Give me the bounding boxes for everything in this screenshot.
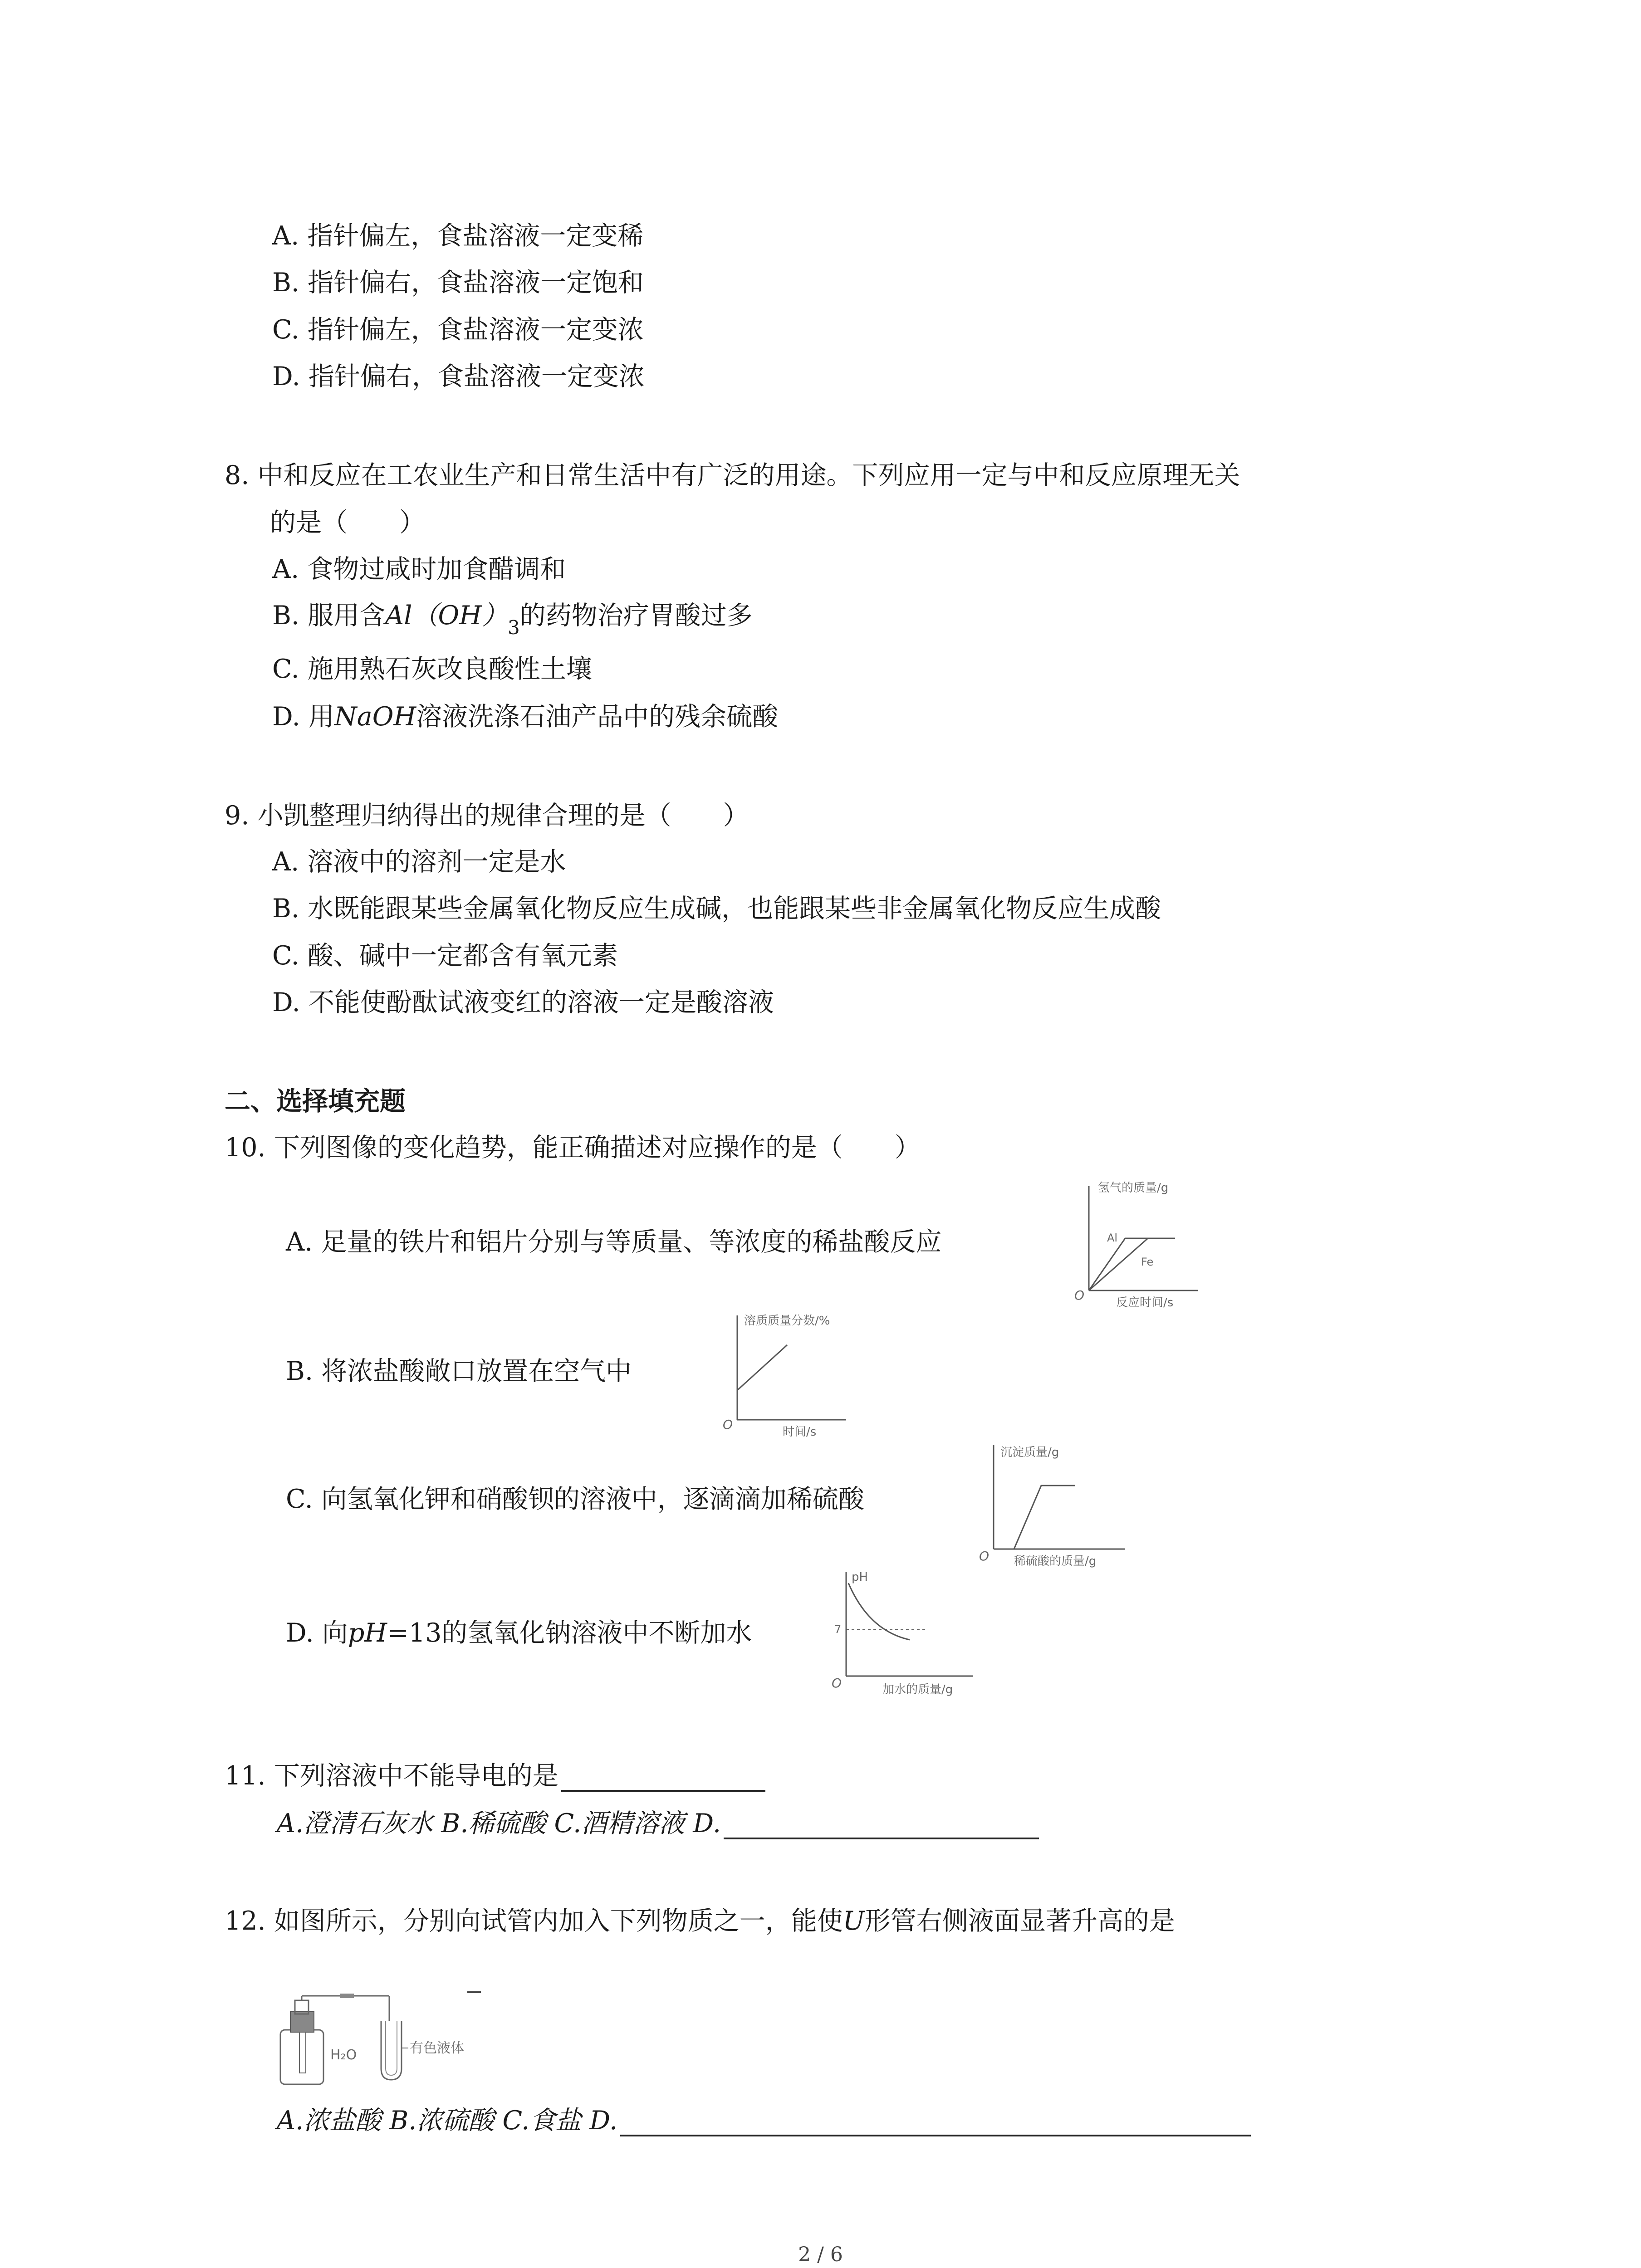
graph-a-ylabel: 氢气的质量/g (1098, 1181, 1169, 1195)
section-heading: 二、选择填充题 (225, 1086, 406, 1116)
graph-b (719, 1306, 855, 1442)
graph-d-xlabel: 加水的质量/g (882, 1683, 953, 1696)
q10-option-c: C. 向氢氧化钾和硝酸钡的溶液中，逐滴滴加稀硫酸 (286, 1484, 864, 1514)
q8-option-b-suffix: 的药物治疗胃酸过多 (519, 601, 753, 631)
graph-d (828, 1563, 991, 1699)
q8-option-b (272, 600, 753, 639)
graph-c-ylabel: 沉淀质量/g (1000, 1446, 1059, 1459)
q12-options (277, 2105, 1251, 2136)
graph-d-ylabel: pH (852, 1570, 868, 1584)
q10-option-d-prefix: D. 向 (286, 1618, 348, 1648)
graph-b-origin: O (723, 1417, 733, 1432)
aluminum-hydroxide-formula: Al（OH） (385, 601, 508, 631)
q9-option-a: A. 溶液中的溶剂一定是水 (272, 847, 566, 877)
u-tube-apparatus (272, 1987, 481, 2091)
q11-stem-text: 11. 下列溶液中不能导电的是 (225, 1761, 558, 1791)
q12-option-d-blank[interactable] (620, 2107, 1251, 2136)
q11-options-text: A.澄清石灰水 B.稀硫酸 C.酒精溶液 D. (277, 1809, 721, 1838)
q7-option-c: C. 指针偏左，食盐溶液一定变浓 (272, 315, 644, 345)
q8-option-a: A. 食物过咸时加食醋调和 (272, 554, 566, 584)
water-label: H₂O (330, 2047, 357, 2063)
u-tube-symbol: U (843, 1906, 865, 1936)
graph-c-xlabel: 稀硫酸的质量/g (1014, 1554, 1097, 1568)
q12-options-text: A.浓盐酸 B.浓硫酸 C.食盐 D. (277, 2106, 618, 2136)
q8-option-d-suffix: 溶液洗涤石油产品中的残余硫酸 (416, 702, 779, 732)
graph-a (1071, 1177, 1207, 1313)
q10-option-b: B. 将浓盐酸敞口放置在空气中 (286, 1356, 632, 1386)
page-number: 2 / 6 (798, 2243, 843, 2266)
q10-option-d-suffix: =13的氢氧化钠溶液中不断加水 (387, 1618, 752, 1648)
q8-stem-line1: 8. 中和反应在工农业生产和日常生活中有广泛的用途。下列应用一定与中和反应原理无关 (225, 460, 1240, 490)
graph-a-al-label: Al (1107, 1232, 1118, 1244)
graph-d-origin: O (832, 1676, 842, 1691)
q7-option-a: A. 指针偏左，食盐溶液一定变稀 (272, 221, 644, 251)
q11-stem (225, 1760, 765, 1792)
q11-option-d-blank[interactable] (724, 1809, 1039, 1839)
graph-a-xlabel: 反应时间/s (1116, 1296, 1174, 1310)
graph-c (975, 1436, 1157, 1572)
q8-option-c: C. 施用熟石灰改良酸性土壤 (272, 654, 592, 684)
q8-option-d (272, 701, 778, 733)
q9-stem: 9. 小凯整理归纳得出的规律合理的是（ ） (225, 801, 749, 831)
graph-b-xlabel: 时间/s (783, 1425, 817, 1439)
q7-option-b: B. 指针偏右，食盐溶液一定饱和 (272, 268, 644, 298)
q9-option-b: B. 水既能跟某些金属氧化物反应生成碱，也能跟某些非金属氧化物反应生成酸 (272, 894, 1161, 924)
q10-option-d (286, 1617, 752, 1649)
ph-symbol: pH (348, 1618, 387, 1648)
q9-option-c: C. 酸、碱中一定都含有氧元素 (272, 941, 618, 971)
q8-stem-line2: 的是（ ） (270, 508, 425, 538)
graph-a-fe-label: Fe (1141, 1256, 1154, 1268)
q9-option-d: D. 不能使酚酞试液变红的溶液一定是酸溶液 (272, 987, 774, 1017)
graph-d-tick-7: 7 (834, 1623, 842, 1636)
q7-option-d: D. 指针偏右，食盐溶液一定变浓 (272, 362, 645, 391)
q12-stem-prefix: 12. 如图所示，分别向试管内加入下列物质之一，能使 (225, 1906, 843, 1936)
graph-c-origin: O (979, 1549, 989, 1564)
q12-stem-suffix: 形管右侧液面显著升高的是 (864, 1906, 1175, 1936)
q8-option-d-prefix: D. 用 (272, 702, 334, 732)
formula-subscript: 3 (507, 616, 520, 639)
graph-a-origin: O (1074, 1288, 1085, 1303)
q11-answer-blank[interactable] (561, 1762, 765, 1792)
q11-options (277, 1808, 1039, 1839)
graph-b-ylabel: 溶质质量分数/% (744, 1314, 830, 1328)
colored-liquid-label: 有色液体 (410, 2040, 464, 2056)
q12-stem (225, 1905, 1175, 1937)
sodium-hydroxide-formula: NaOH (334, 702, 416, 732)
q10-option-a: A. 足量的铁片和铝片分别与等质量、等浓度的稀盐酸反应 (286, 1227, 942, 1257)
q8-option-b-prefix: B. 服用含 (272, 601, 386, 631)
q10-stem: 10. 下列图像的变化趋势，能正确描述对应操作的是（ ） (225, 1133, 921, 1163)
